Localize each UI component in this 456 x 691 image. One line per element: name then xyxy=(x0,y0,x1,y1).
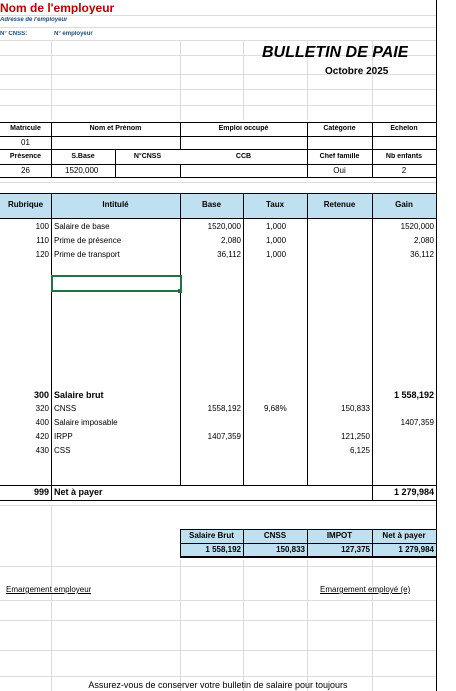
row-code: 120 xyxy=(35,251,49,259)
info-header-nom: Nom et Prénom xyxy=(89,125,142,132)
row-label: Prime de transport xyxy=(54,251,120,259)
col-header-retenue: Retenue xyxy=(323,201,356,209)
col-header-rubrique: Rubrique xyxy=(7,201,44,209)
summary-value-net: 1 279,984 xyxy=(398,546,434,554)
row-gain: 2,080 xyxy=(413,237,434,245)
selected-cell[interactable] xyxy=(51,275,182,292)
signature-employee: Emargement employé (e) xyxy=(320,586,411,594)
info-header-ncnss: N°CNSS xyxy=(133,153,162,160)
row-base: 1558,192 xyxy=(207,405,241,413)
employer-cnss-label: N° CNSS: xyxy=(0,31,28,37)
row-base: 1407,359 xyxy=(207,433,241,441)
net-gain: 1 279,984 xyxy=(393,488,434,497)
summary-header-impot: IMPOT xyxy=(326,532,353,540)
row-base: 2,080 xyxy=(220,237,241,245)
info-header-matricule: Matricule xyxy=(10,125,41,132)
row-base: 36,112 xyxy=(217,251,241,259)
bulletin-period: Octobre 2025 xyxy=(325,67,389,77)
employer-cnss-value: N° employeur xyxy=(54,31,93,37)
brut-label: Salaire brut xyxy=(54,391,104,400)
info-header-ccb: CCB xyxy=(235,153,252,160)
row-retenue: 6,125 xyxy=(349,447,370,455)
summary-value-cnss: 150,833 xyxy=(276,546,305,554)
row-code: 430 xyxy=(35,447,49,455)
row-label: Salaire imposable xyxy=(54,419,118,427)
row-base: 1520,000 xyxy=(207,223,241,231)
row-taux: 1,000 xyxy=(266,237,287,245)
row-label: IRPP xyxy=(54,433,73,441)
bulletin-title: BULLETIN DE PAIE xyxy=(262,45,409,61)
brut-gain: 1 558,192 xyxy=(393,391,434,400)
summary-header-net: Net à payer xyxy=(382,532,426,540)
row-label: Salaire de base xyxy=(54,223,110,231)
signature-employer: Emargement employeur xyxy=(6,586,92,594)
row-taux: 1,000 xyxy=(266,223,287,231)
brut-code: 300 xyxy=(33,391,49,400)
row-code: 420 xyxy=(35,433,49,441)
nb-enfants-value: 2 xyxy=(401,167,407,175)
row-retenue: 150,833 xyxy=(341,405,370,413)
row-label: CNSS xyxy=(54,405,77,413)
summary-header-cnss: CNSS xyxy=(263,532,287,540)
col-header-intitule: Intitulé xyxy=(102,201,129,209)
row-code: 320 xyxy=(35,405,49,413)
row-gain: 1520,000 xyxy=(400,223,434,231)
chef-famille-value: Oui xyxy=(333,167,346,175)
sbase-value: 1520,000 xyxy=(65,167,99,175)
row-code: 110 xyxy=(36,237,49,245)
employer-address: Adresse de l'employeur xyxy=(0,17,68,23)
net-code: 999 xyxy=(33,488,49,497)
employer-name: Nom de l'employeur xyxy=(0,2,115,14)
row-taux: 1,000 xyxy=(266,251,287,259)
summary-header-brut: Salaire Brut xyxy=(189,532,234,540)
info-header-sbase: S.Base xyxy=(71,153,95,160)
summary-value-brut: 1 558,192 xyxy=(205,546,241,554)
info-header-nb-enfants: Nb enfants xyxy=(385,153,423,160)
col-header-taux: Taux xyxy=(265,201,285,209)
matricule-value: 01 xyxy=(21,139,30,147)
info-header-echelon: Echelon xyxy=(390,125,418,132)
footer-note: Assurez-vous de conserver votre bulletin de salaire pour toujours xyxy=(88,681,348,690)
row-taux: 9,68% xyxy=(264,405,287,413)
row-label: Prime de présence xyxy=(54,237,122,245)
info-header-categorie: Catégorie xyxy=(323,125,356,132)
row-gain: 1407,359 xyxy=(400,419,434,427)
net-label: Net à payer xyxy=(54,488,103,497)
info-header-chef-famille: Chef famille xyxy=(319,153,360,160)
col-header-gain: Gain xyxy=(395,201,413,209)
fill-handle[interactable] xyxy=(178,289,182,293)
row-code: 400 xyxy=(35,419,49,427)
row-retenue: 121,250 xyxy=(341,433,370,441)
presence-value: 26 xyxy=(21,167,30,175)
summary-value-impot: 127,375 xyxy=(341,546,370,554)
row-label: CSS xyxy=(54,447,71,455)
col-header-base: Base xyxy=(201,201,222,209)
row-gain: 36,112 xyxy=(410,251,434,259)
info-header-presence: Présence xyxy=(9,153,42,160)
row-code: 100 xyxy=(35,223,49,231)
info-header-emploi: Emploi occupé xyxy=(218,125,269,132)
